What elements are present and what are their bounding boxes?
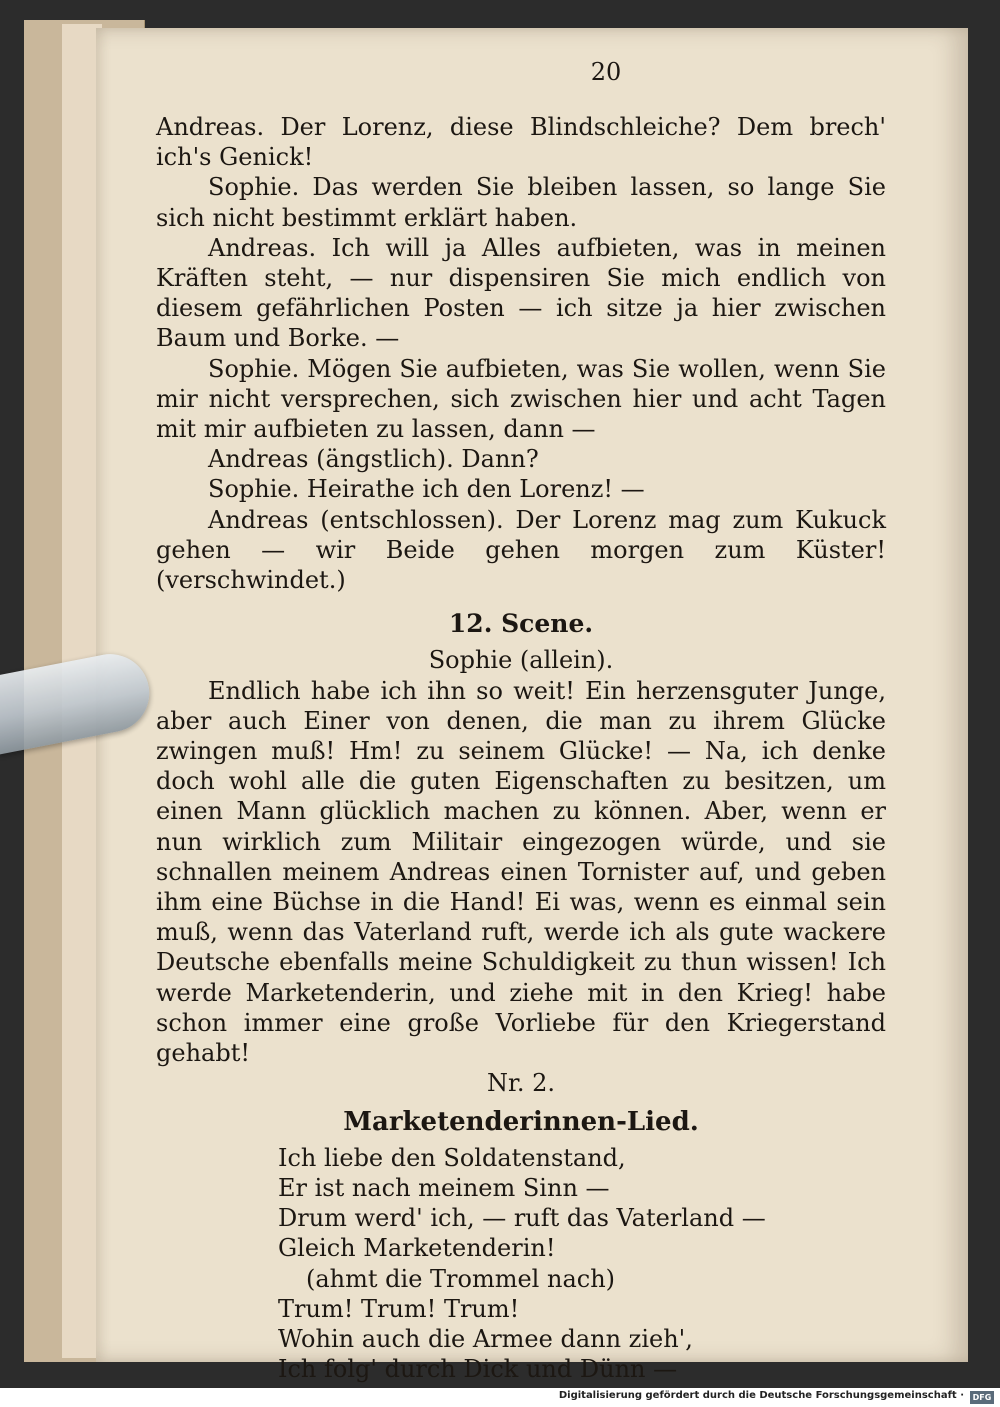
monologue: Endlich habe ich ihn so weit! Ein herzensguter Junge, aber auch Einer von denen, die man zu ihrem Glücke zwingen muß! Hm! zu seinem Glücke! — Na, ich denke doch wohl alle die guten Eigenschaften zu besitzen, um einen Mann glücklich machen zu können. Aber, wenn er nun wirklich zum Militair eingezogen würde, und sie schnallen meinem Andreas einen Tornister auf, und geben ihm eine Büchse in die Hand! Ei was, wenn es einmal sein muß, wenn das Vaterland ruft, werde ich als gute wackere Deutsche ebenfalls meine Schuldigkeit zu thun wissen! Ich werde Marketenderin, und ziehe mit in den Krieg! habe schon immer eine große Vorliebe für den Kriegerstand gehabt!: [156, 676, 886, 1068]
verse-line: Ich liebe den Soldatenstand,: [278, 1143, 626, 1172]
verse-line: Gleich Marketenderin!: [278, 1234, 556, 1263]
verse-line: Trum! Trum! Trum!: [278, 1294, 520, 1323]
stage-direction: Sophie (allein).: [428, 646, 614, 675]
paragraph: Andreas (ängstlich). Dann?: [208, 445, 539, 474]
song-title: Marketenderinnen-Lied.: [343, 1106, 699, 1137]
verse-line: (ahmt die Trommel nach): [306, 1264, 616, 1293]
paragraph: Sophie. Mögen Sie aufbieten, was Sie wollen, wenn Sie mir nicht versprechen, sich zwischen hier und acht Tagen mit mir aufbieten zu lassen, dann —: [156, 354, 886, 444]
verse-line: Wohin auch die Armee dann zieh',: [278, 1324, 693, 1353]
footer-bar: [0, 1388, 1000, 1407]
song-number: Nr. 2.: [487, 1069, 555, 1098]
verse-line: Er ist nach meinem Sinn —: [278, 1173, 610, 1202]
paragraph: Sophie. Das werden Sie bleiben lassen, so lange Sie sich nicht bestimmt erklärt haben.: [156, 173, 886, 232]
verse-line: Ich folg' durch Dick und Dünn —: [278, 1355, 678, 1384]
paragraph: Andreas. Ich will ja Alles aufbieten, was in meinen Kräften steht, — nur dispensiren Sie mich endlich von diesem gefährlichen Posten — ich sitze ja hier zwischen Baum und Borke. —: [156, 233, 886, 353]
book-page: [96, 28, 968, 1384]
dfg-logo: DFG: [970, 1391, 994, 1404]
footer-credit: Digitalisierung gefördert durch die Deutsche Forschungsgemeinschaft ·: [558, 1390, 964, 1401]
page-number: 20: [590, 58, 622, 86]
page-text: [156, 112, 886, 1384]
scene-heading: 12. Scene.: [448, 609, 594, 639]
verse-line: Drum werd' ich, — ruft das Vaterland —: [278, 1204, 766, 1233]
paragraph: Andreas. Der Lorenz, diese Blindschleiche? Dem brech' ich's Genick!: [156, 113, 886, 172]
paragraph: Andreas (entschlossen). Der Lorenz mag zum Kukuck gehen — wir Beide gehen morgen zum Küster! (verschwindet.): [156, 505, 886, 595]
paragraph: Sophie. Heirathe ich den Lorenz! —: [208, 475, 645, 504]
